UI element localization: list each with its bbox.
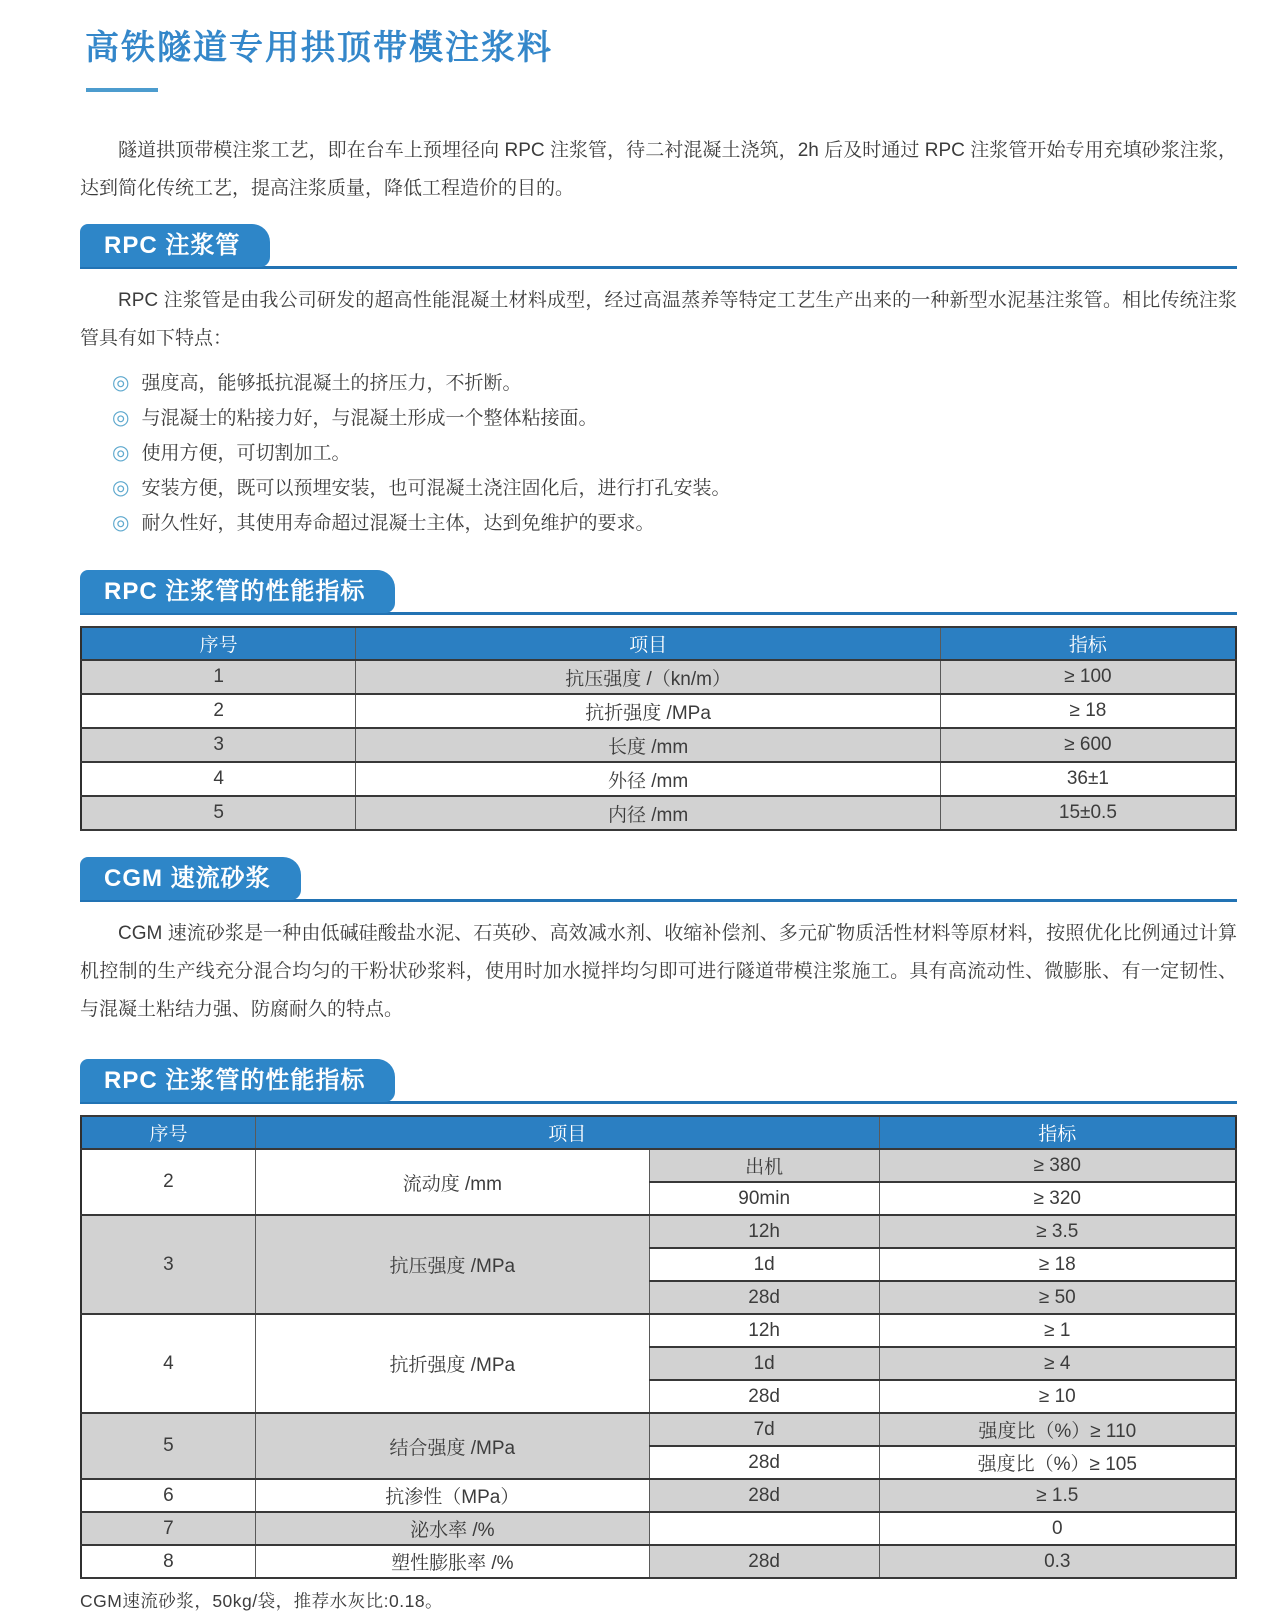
- cell-condition: 28d: [649, 1380, 879, 1413]
- bullet-text: 与混凝士的粘接力好，与混凝土形成一个整体粘接面。: [141, 408, 598, 429]
- cell-item: 内径 /mm: [356, 796, 940, 830]
- list-item: [80, 471, 1237, 506]
- cell-item: 长度 /mm: [356, 728, 940, 762]
- bullet-text: 强度高，能够抵抗混凝土的挤压力，不折断。: [141, 373, 522, 394]
- section-tab-rpc-pipe: RPC 注浆管: [80, 224, 270, 267]
- bullet-text: 使用方便，可切割加工。: [141, 443, 351, 464]
- cell-item: 抗压强度 /（kn/m）: [356, 660, 940, 694]
- cell-index: ≥ 600: [940, 728, 1236, 762]
- cell-item: 抗压强度 /MPa: [255, 1215, 649, 1314]
- rpc-pipe-paragraph: RPC 注浆管是由我公司研发的超高性能混凝土材料成型，经过高温蒸养等特定工艺生产出来的一种新型水泥基注浆管。相比传统注浆管具有如下特点：: [80, 290, 1237, 349]
- cell-index: ≥ 100: [940, 660, 1236, 694]
- section-header-rpc-pipe: [80, 224, 1237, 269]
- cell-index: ≥ 18: [879, 1248, 1236, 1281]
- cell-item: 抗折强度 /MPa: [356, 694, 940, 728]
- cgm-performance-table: [80, 1115, 1237, 1579]
- cell-index: 0.3: [879, 1545, 1236, 1578]
- table-row: [81, 660, 1236, 694]
- cell-item: 塑性膨胀率 /%: [255, 1545, 649, 1578]
- table-row: [81, 1149, 1236, 1182]
- cell-condition: 12h: [649, 1314, 879, 1347]
- section-header-cgm-table: [80, 1059, 1237, 1104]
- rpc-table-body: [81, 660, 1236, 830]
- cell-index: ≥ 380: [879, 1149, 1236, 1182]
- page-title: 高铁隧道专用拱顶带模注浆料: [85, 29, 553, 67]
- section-header-rpc-table: [80, 570, 1237, 615]
- cell-no: 4: [81, 1314, 255, 1413]
- cell-index: ≥ 1: [879, 1314, 1236, 1347]
- bullet-circle-icon: ◎: [112, 512, 130, 534]
- intro-paragraph: 隧道拱顶带模注浆工艺，即在台车上预埋径向 RPC 注浆管，待二衬混凝土浇筑，2h 后及时通过 RPC 注浆管开始专用充填砂浆注浆，达到简化传统工艺，提高注浆质量，降低工程造价的目的。: [80, 140, 1237, 199]
- footnote: CGM速流砂浆，50kg/袋，推荐水灰比:0.18。: [80, 1591, 444, 1611]
- list-item: [80, 366, 1237, 401]
- cell-item: 抗折强度 /MPa: [255, 1314, 649, 1413]
- column-header-no: 序号: [81, 627, 356, 660]
- cell-no: 3: [81, 728, 356, 762]
- cell-condition: 90min: [649, 1182, 879, 1215]
- list-item: [80, 506, 1237, 541]
- bullet-text: 安装方便，既可以预埋安装，也可混凝土浇注固化后，进行打孔安装。: [141, 478, 731, 499]
- cell-index: ≥ 18: [940, 694, 1236, 728]
- table-row: [81, 1512, 1236, 1545]
- section-tab-rpc-table: RPC 注浆管的性能指标: [80, 570, 395, 613]
- cell-condition: 出机: [649, 1149, 879, 1182]
- cell-condition: 7d: [649, 1413, 879, 1446]
- cell-no: 5: [81, 796, 356, 830]
- cell-item: 抗渗性（MPa）: [255, 1479, 649, 1512]
- list-item: [80, 436, 1237, 471]
- section-tab-cgm-table: RPC 注浆管的性能指标: [80, 1059, 395, 1102]
- cell-item: 外径 /mm: [356, 762, 940, 796]
- cell-index: ≥ 320: [879, 1182, 1236, 1215]
- bullet-text: 耐久性好，其使用寿命超过混凝士主体，达到免维护的要求。: [141, 513, 655, 534]
- cell-index: 15±0.5: [940, 796, 1236, 830]
- column-header-item: 项目: [356, 627, 940, 660]
- column-header-item: 项目: [255, 1116, 879, 1149]
- cell-index: ≥ 50: [879, 1281, 1236, 1314]
- rpc-feature-list: [80, 366, 1237, 541]
- cell-condition: 1d: [649, 1347, 879, 1380]
- cell-no: 3: [81, 1215, 255, 1314]
- cell-index: 强度比（%）≥ 105: [879, 1446, 1236, 1479]
- table-row: [81, 694, 1236, 728]
- section-tab-cgm: CGM 速流砂浆: [80, 857, 301, 900]
- cell-condition: 28d: [649, 1545, 879, 1578]
- table-row: [81, 796, 1236, 830]
- bullet-circle-icon: ◎: [112, 477, 130, 499]
- section-header-cgm: [80, 857, 1237, 902]
- table-header-row: [81, 627, 1236, 660]
- rpc-performance-table: [80, 626, 1237, 831]
- cell-index: 0: [879, 1512, 1236, 1545]
- table-header-row: [81, 1116, 1236, 1149]
- table-row: [81, 728, 1236, 762]
- cell-index: ≥ 4: [879, 1347, 1236, 1380]
- table-row: [81, 1479, 1236, 1512]
- table-row: [81, 1545, 1236, 1578]
- table-row: [81, 1413, 1236, 1446]
- cell-index: ≥ 3.5: [879, 1215, 1236, 1248]
- cell-no: 4: [81, 762, 356, 796]
- cell-no: 2: [81, 694, 356, 728]
- column-header-index: 指标: [940, 627, 1236, 660]
- cell-condition: 28d: [649, 1479, 879, 1512]
- cgm-paragraph: CGM 速流砂浆是一种由低碱硅酸盐水泥、石英砂、高效减水剂、收缩补偿剂、多元矿物质活性材料等原材料，按照优化比例通过计算机控制的生产线充分混合均匀的干粉状砂浆料，使用时加水搅拌均匀即可进行隧道带模注浆施工。具有高流动性、微膨胀、有一定韧性、与混凝土粘结力强、防腐耐久的特点。: [80, 923, 1237, 1020]
- bullet-circle-icon: ◎: [112, 407, 130, 429]
- column-header-no: 序号: [81, 1116, 255, 1149]
- cell-condition: 28d: [649, 1281, 879, 1314]
- cell-condition: 12h: [649, 1215, 879, 1248]
- cell-condition: [649, 1512, 879, 1545]
- cell-item: 结合强度 /MPa: [255, 1413, 649, 1479]
- cell-condition: 28d: [649, 1446, 879, 1479]
- cell-item: 流动度 /mm: [255, 1149, 649, 1215]
- cell-no: 8: [81, 1545, 255, 1578]
- cell-no: 7: [81, 1512, 255, 1545]
- table-row: [81, 1314, 1236, 1347]
- bullet-circle-icon: ◎: [112, 372, 130, 394]
- cell-condition: 1d: [649, 1248, 879, 1281]
- cell-item: 泌水率 /%: [255, 1512, 649, 1545]
- cell-no: 2: [81, 1149, 255, 1215]
- cell-index: ≥ 1.5: [879, 1479, 1236, 1512]
- cell-no: 1: [81, 660, 356, 694]
- cgm-table-body: [81, 1149, 1236, 1578]
- bullet-circle-icon: ◎: [112, 442, 130, 464]
- column-header-index: 指标: [879, 1116, 1236, 1149]
- table-row: [81, 1215, 1236, 1248]
- cell-index: ≥ 10: [879, 1380, 1236, 1413]
- cell-index: 36±1: [940, 762, 1236, 796]
- title-underline-dash: [86, 88, 158, 92]
- cell-no: 6: [81, 1479, 255, 1512]
- cell-no: 5: [81, 1413, 255, 1479]
- cell-index: 强度比（%）≥ 110: [879, 1413, 1236, 1446]
- list-item: [80, 401, 1237, 436]
- table-row: [81, 762, 1236, 796]
